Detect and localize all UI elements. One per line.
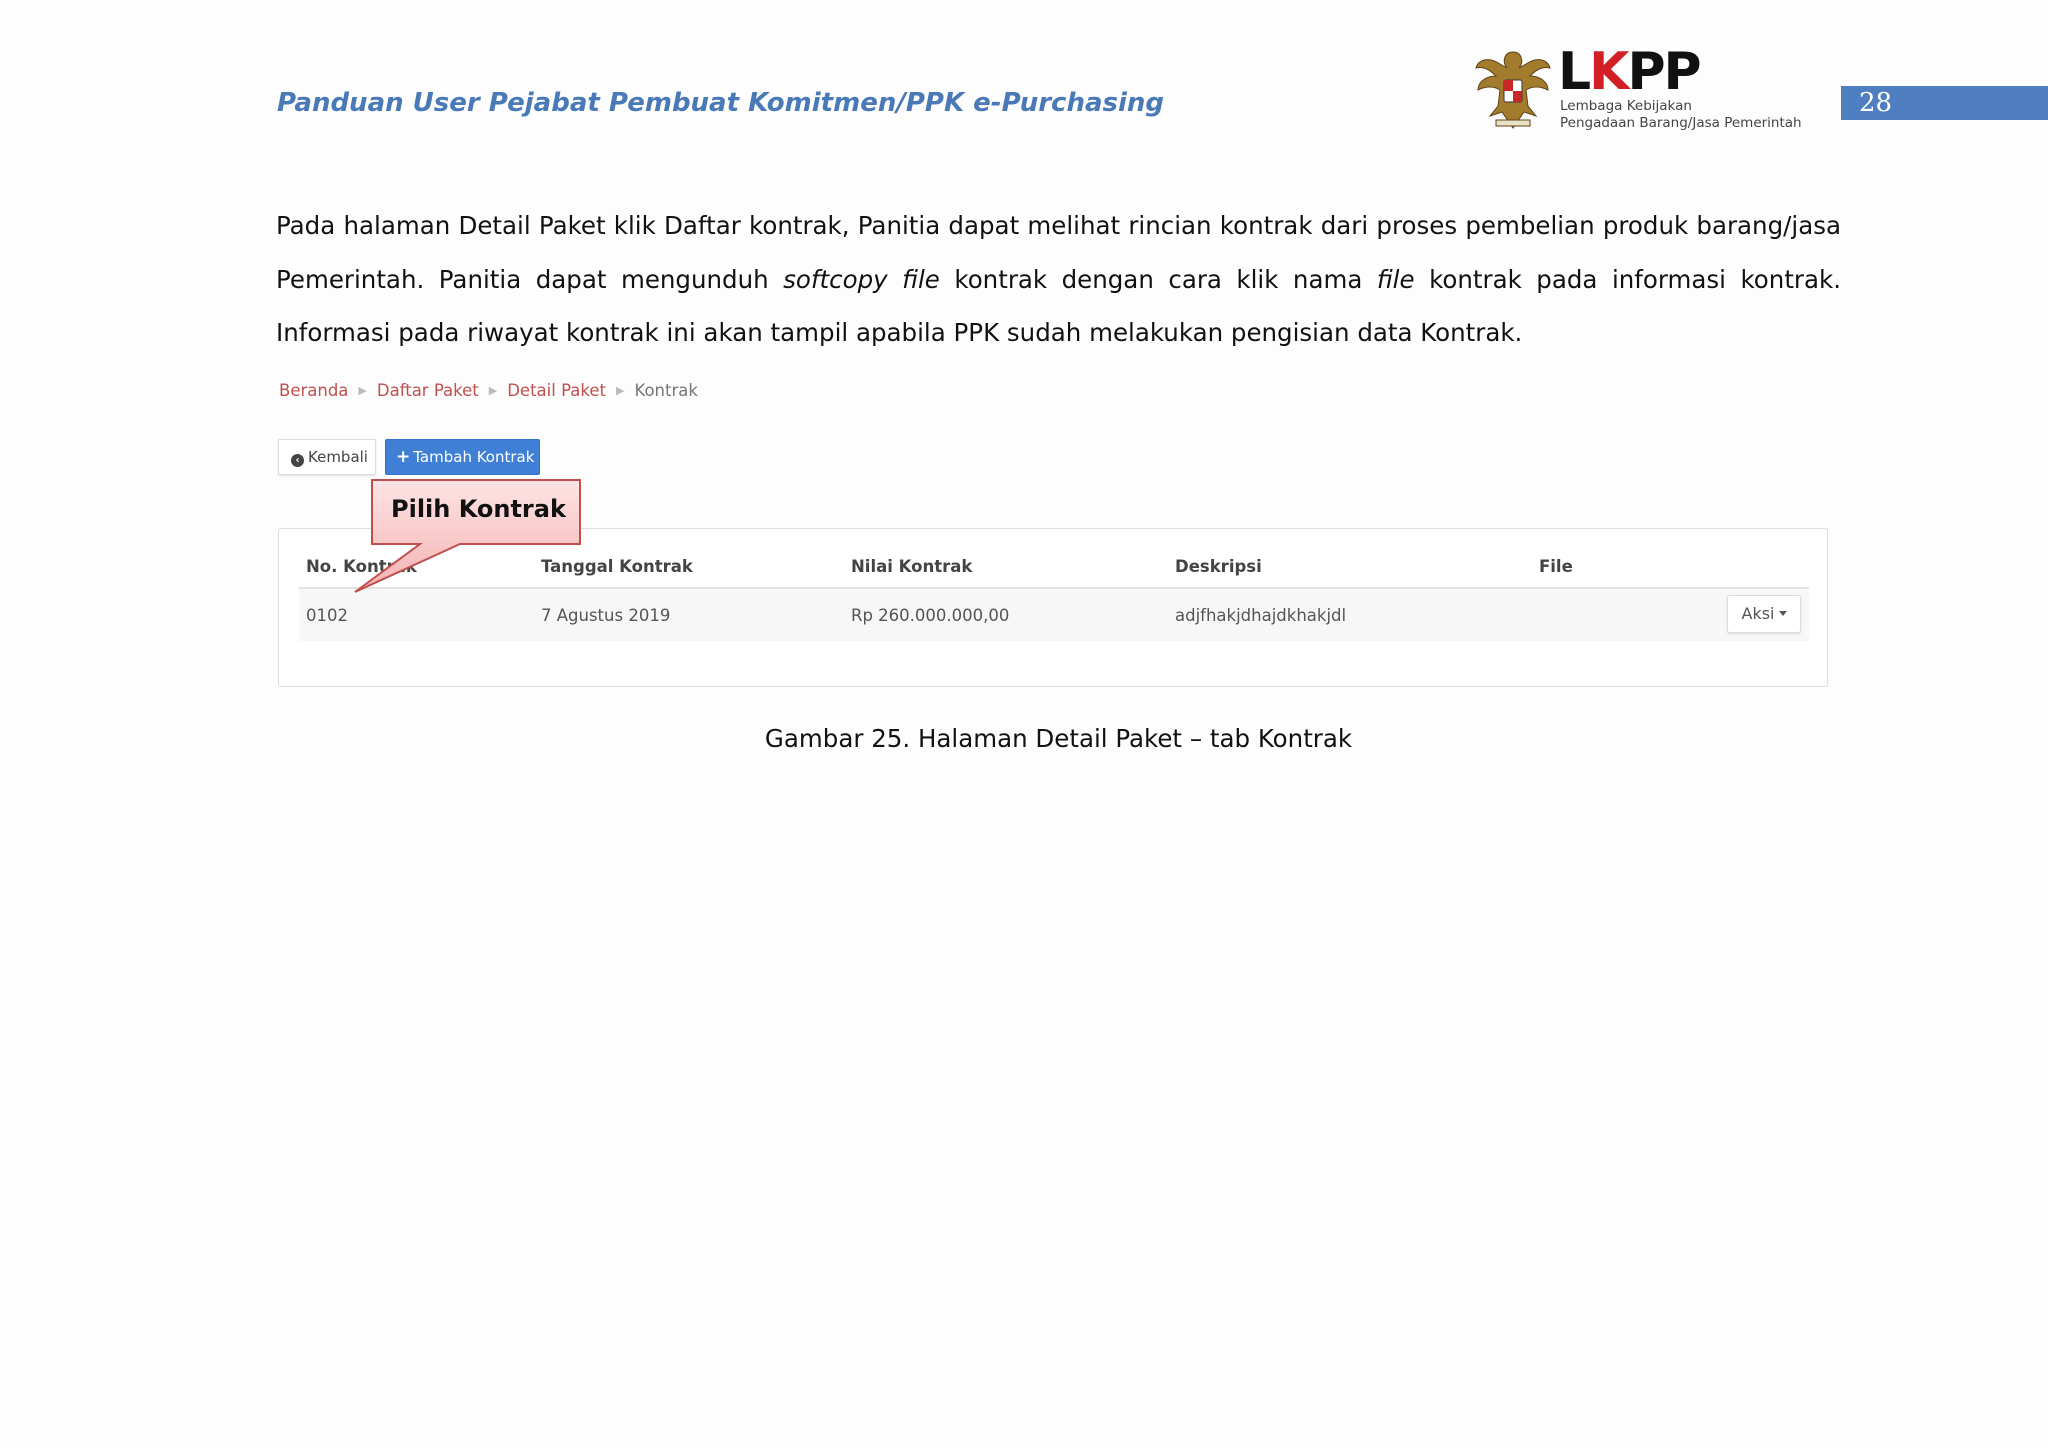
lkpp-wordmark: LKPP: [1558, 42, 1700, 102]
column-header-deskripsi: Deskripsi: [1175, 557, 1262, 576]
caret-down-icon: [1779, 611, 1787, 616]
breadcrumb: [279, 381, 698, 400]
breadcrumb-separator-icon: ▶: [488, 384, 498, 397]
page-number: 28: [1841, 86, 2048, 120]
cell-nilai-kontrak: Rp 260.000.000,00: [851, 606, 1010, 625]
column-header-no-kontrak: No. Kontrak: [306, 557, 417, 576]
cell-deskripsi: adjfhakjdhajdkhakjdl: [1175, 606, 1347, 625]
callout-label: Pilih Kontrak: [391, 495, 566, 523]
lkpp-tagline: Lembaga Kebijakan Pengadaan Barang/Jasa Pemerintah: [1560, 98, 1802, 131]
breadcrumb-item-daftar-paket[interactable]: Daftar Paket: [376, 381, 479, 400]
cell-no-kontrak: 0102: [306, 606, 348, 625]
back-button[interactable]: ‹ Kembali: [278, 439, 376, 475]
figure-caption: Gambar 25. Halaman Detail Paket – tab Kontrak: [764, 724, 1353, 753]
add-contract-button[interactable]: + Tambah Kontrak: [385, 439, 540, 475]
lkpp-logo: [1474, 42, 1804, 136]
action-dropdown-button[interactable]: Aksi: [1727, 595, 1801, 633]
arrow-left-circle-icon: ‹: [291, 454, 304, 467]
breadcrumb-item-beranda[interactable]: Beranda: [279, 381, 349, 400]
breadcrumb-item-detail-paket[interactable]: Detail Paket: [507, 381, 606, 400]
cell-tanggal-kontrak: 7 Agustus 2019: [541, 606, 671, 625]
breadcrumb-separator-icon: ▶: [358, 384, 367, 397]
column-header-file: File: [1539, 557, 1573, 576]
column-header-tanggal-kontrak: Tanggal Kontrak: [541, 557, 693, 576]
breadcrumb-separator-icon: ▶: [615, 384, 625, 397]
plus-icon: +: [396, 447, 411, 467]
breadcrumb-item-kontrak: Kontrak: [634, 381, 698, 400]
garuda-emblem-icon: [1474, 46, 1552, 132]
document-header-title: Panduan User Pejabat Pembuat Komitmen/PPK e-Purchasing: [277, 88, 1165, 118]
body-paragraph: Pada halaman Detail Paket klik Daftar kontrak, Panitia dapat melihat rincian kontrak dari proses pembelian produk barang/jasa Pemerintah. Panitia dapat mengunduh softcopy file kontrak dengan cara klik nama file kontrak pada informasi kontrak. Informasi pada riwayat kontrak ini akan tampil apabila PPK sudah melakukan pengisian data Kontrak.: [276, 211, 1841, 347]
column-header-nilai-kontrak: Nilai Kontrak: [851, 557, 973, 576]
